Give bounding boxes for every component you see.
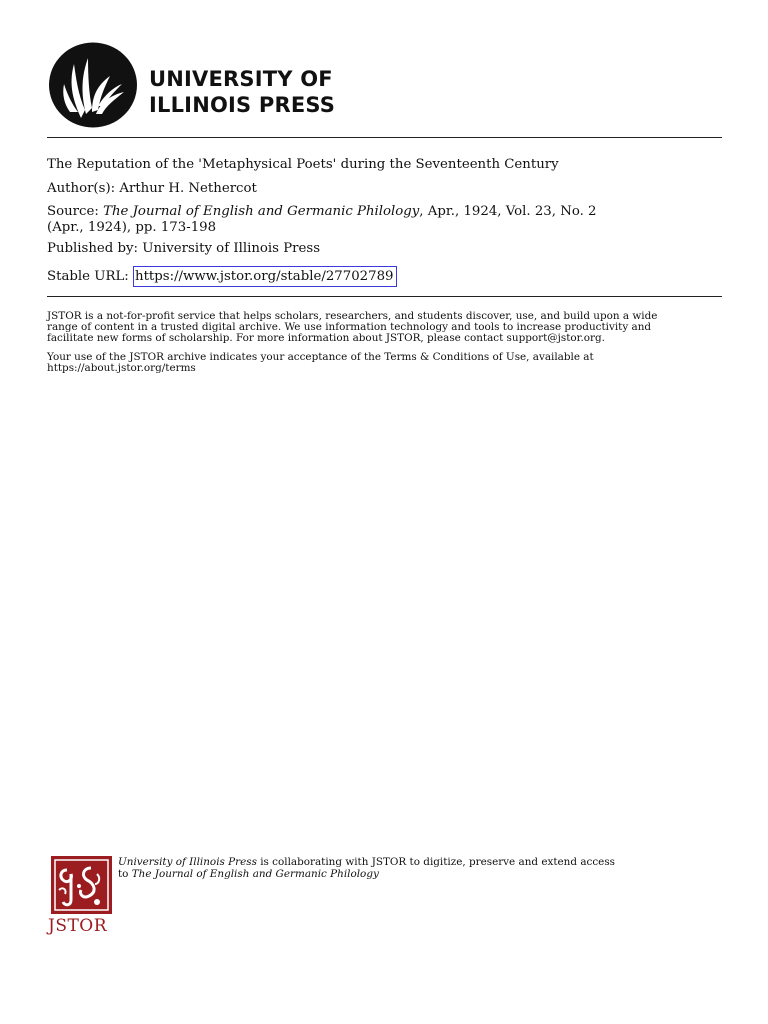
source-details: , Apr., 1924, Vol. 23, No. 2 <box>419 204 597 219</box>
publisher-wordmark <box>149 66 335 118</box>
terms-notice <box>47 352 727 374</box>
published-by-label: Published by: <box>47 241 139 256</box>
published-by-value: University of Illinois Press <box>142 241 321 256</box>
authors-label: Author(s): <box>47 181 116 196</box>
article-title: The Reputation of the 'Metaphysical Poets' during the Seventeenth Century <box>47 157 559 172</box>
middle-divider <box>47 296 722 297</box>
collab-publisher: University of Illinois Press <box>118 856 257 868</box>
source-journal: The Journal of English and Germanic Philology <box>103 204 420 219</box>
stable-url-label: Stable URL: <box>47 269 129 284</box>
collab-journal: The Journal of English and Germanic Philology <box>131 868 379 880</box>
terms-notice-line: Your use of the JSTOR archive indicates your acceptance of the Terms & Conditions of Use, available at <box>47 351 594 363</box>
article-source <box>47 204 727 236</box>
source-pages: (Apr., 1924), pp. 173-198 <box>47 220 217 235</box>
publisher-wordmark-line2: ILLINOIS PRESS <box>149 93 336 117</box>
publisher-logo <box>48 42 348 128</box>
collab-text: is collaborating with JSTOR to digitize, preserve and extend access <box>256 856 615 868</box>
article-publisher <box>47 241 727 257</box>
jstor-wordmark: JSTOR <box>48 916 108 936</box>
article-authors <box>47 181 727 197</box>
authors-value: Arthur H. Nethercot <box>119 181 257 196</box>
jstor-notice-line: range of content in a trusted digital archive. We use information technology and tools to increase productivity and <box>47 321 652 333</box>
jstor-notice-line: facilitate new forms of scholarship. For more information about JSTOR, please contact support@jstor.org. <box>47 332 605 344</box>
jstor-notice-line: JSTOR is a not-for-profit service that helps scholars, researchers, and students discover, use, and build upon a wide <box>47 310 658 322</box>
publisher-wordmark-line1: UNIVERSITY OF <box>149 67 333 91</box>
article-stable-url <box>47 266 727 287</box>
illinois-press-flame-icon <box>48 42 138 128</box>
source-label: Source: <box>47 204 99 219</box>
stable-url-link[interactable]: https://www.jstor.org/stable/27702789 <box>133 266 396 287</box>
collaboration-statement <box>118 856 738 880</box>
jstor-emblem-icon <box>51 856 112 914</box>
collab-to: to <box>118 868 132 880</box>
terms-url[interactable]: https://about.jstor.org/terms <box>47 362 196 374</box>
jstor-notice <box>47 311 727 344</box>
jstor-logo <box>48 854 116 936</box>
top-divider <box>47 137 722 138</box>
